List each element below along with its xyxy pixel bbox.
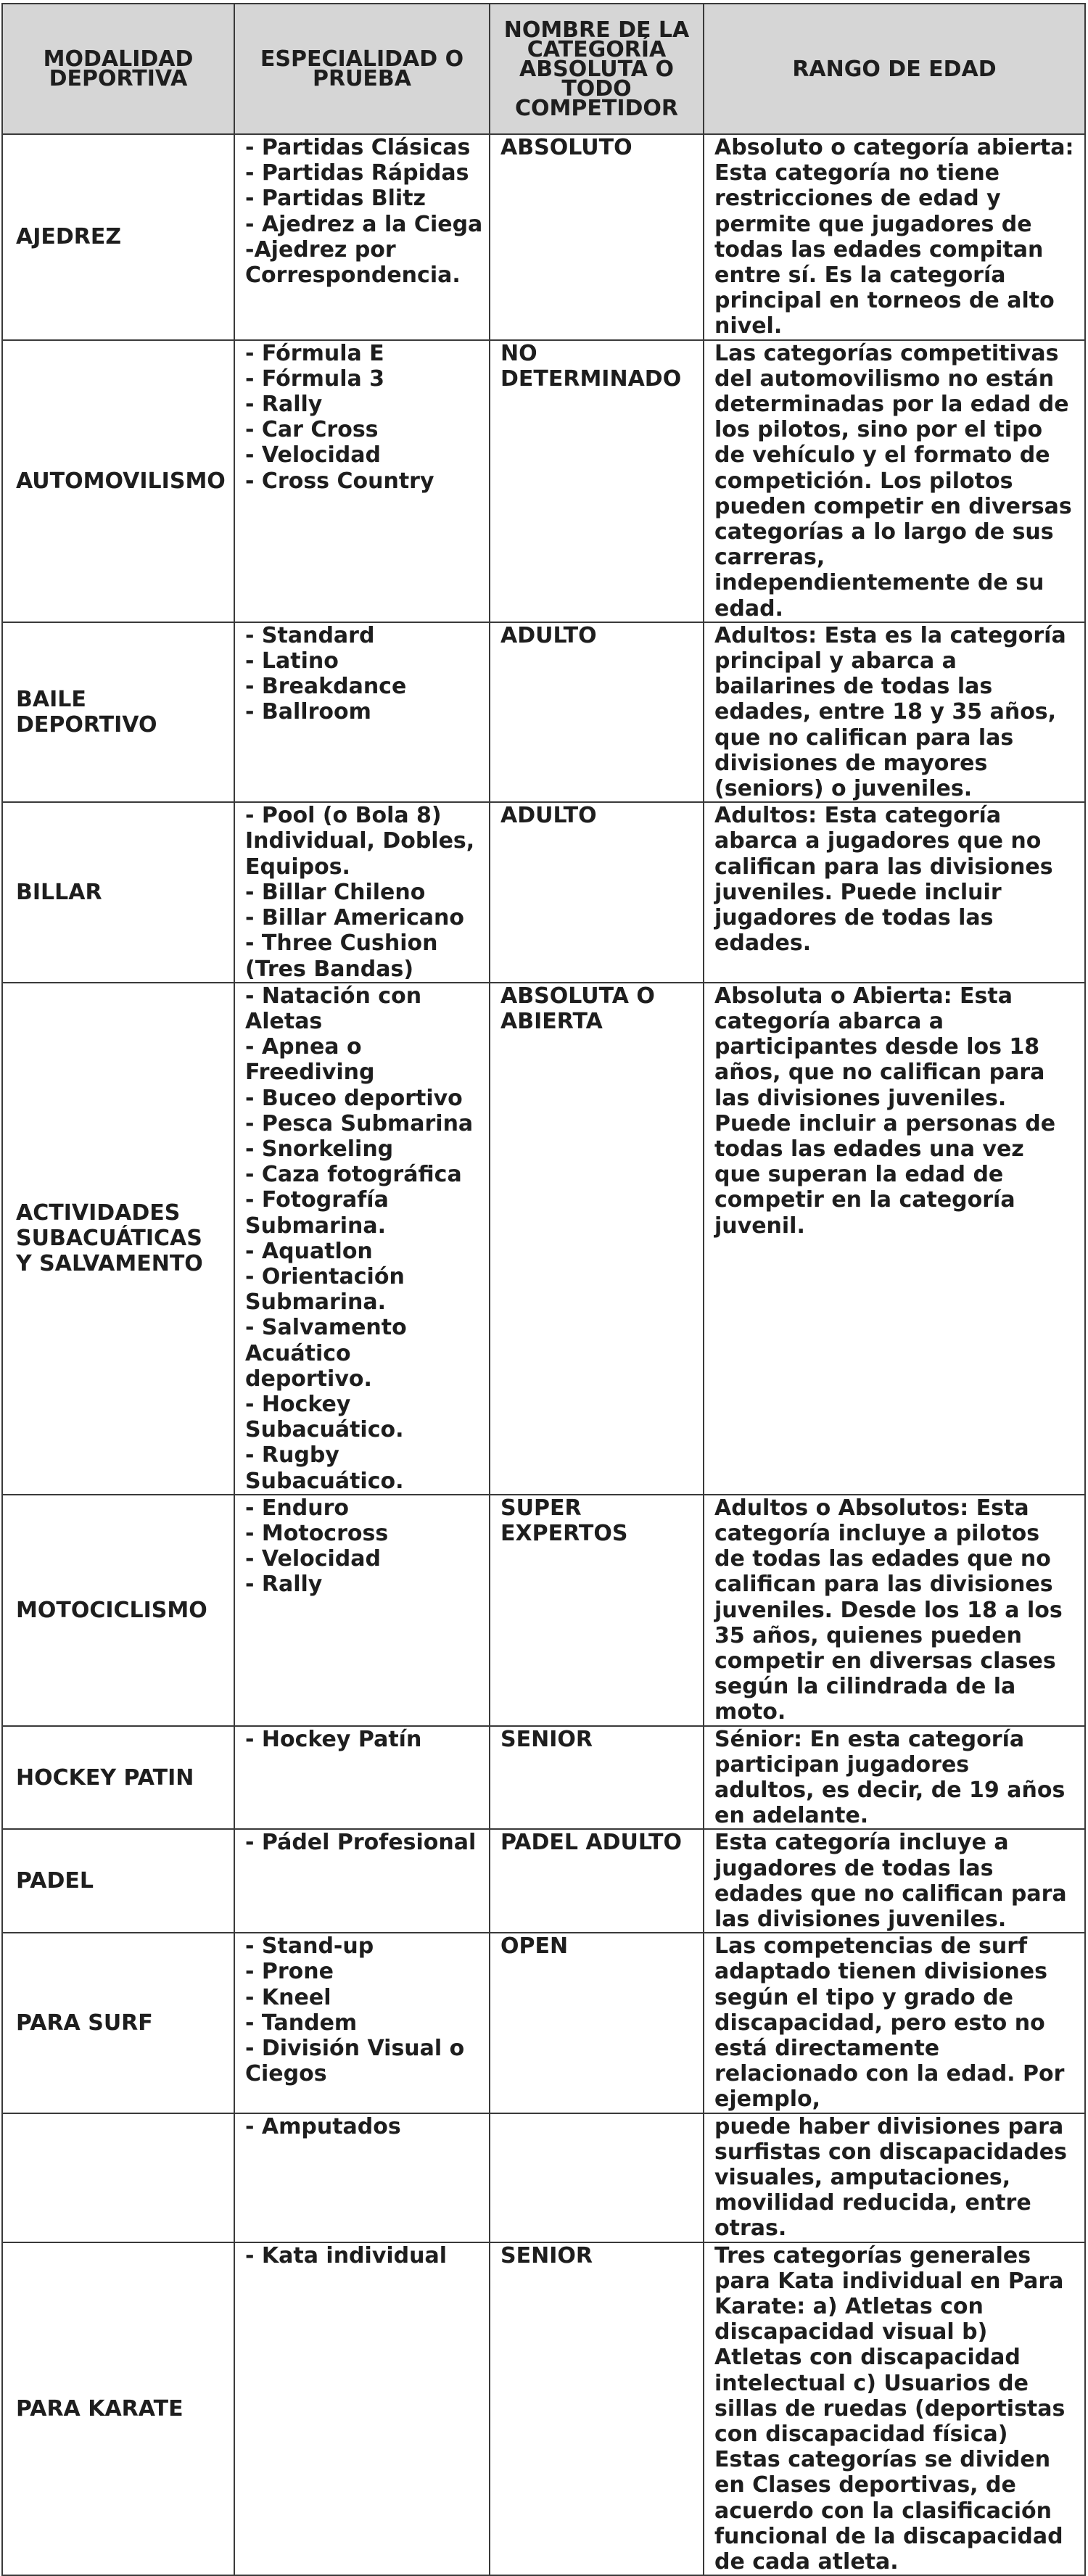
especialidad-item: - Rugby Subacuático.: [245, 1442, 404, 1494]
rango-cell: puede haber divisiones para surfistas con discapacidades visuales, amputaciones, movilidad reducida, entre otras.: [704, 2113, 1085, 2242]
especialidad-item: - Standard: [245, 622, 375, 648]
especialidad-item: - Breakdance: [245, 674, 407, 700]
modalidad-cell: [2, 2113, 234, 2242]
especialidad-cell: [234, 134, 490, 340]
rango-cell: Absoluta o Abierta: Esta categoría abarca a participantes desde los 18 años, que no califican para las divisiones juveniles. Puede incluir a personas de todas las edades una vez que superan la edad de competir en la categoría juvenil.: [704, 983, 1085, 1495]
especialidad-cell: [234, 2242, 490, 2576]
rango-cell: Las competencias de surf adaptado tienen divisiones según el tipo y grado de discapacidad, pero esto no está directamente relacionado con la edad. Por ejemplo,: [704, 1933, 1085, 2113]
especialidad-item: - Prone: [245, 1959, 334, 1985]
header-rango: RANGO DE EDAD: [704, 4, 1085, 134]
especialidad-item: - Latino: [245, 648, 339, 674]
especialidad-cell: [234, 1726, 490, 1830]
table-row: [2, 1933, 1085, 2113]
rango-cell: Absoluto o categoría abierta: Esta categoría no tiene restricciones de edad y permite que jugadores de todas las edades compitan entre sí. Es la categoría principal en torneos de alto nivel.: [704, 134, 1085, 340]
modalidad-cell: MOTOCICLISMO: [2, 1495, 234, 1726]
especialidad-item: - Velocidad: [245, 1546, 381, 1572]
especialidad-item: - Caza fotográfica: [245, 1162, 462, 1188]
especialidad-item: - Aquatlon: [245, 1238, 373, 1264]
modalidad-cell: PADEL: [2, 1829, 234, 1933]
especialidad-item: - Apnea o Freediving: [245, 1034, 375, 1086]
table-row: [2, 134, 1085, 340]
rango-cell: Tres categorías generales para Kata individual en Para Karate: a) Atletas con discapacidad visual b) Atletas con discapacidad intelectual c) Usuarios de sillas de ruedas (deportistas con discapacidad física) Estas categorías se dividen en Clases deportivas, de acuerdo con la clasificación funcional de la discapacidad de cada atleta.: [704, 2242, 1085, 2576]
categoria-cell: NO DETERMINADO: [490, 340, 704, 622]
especialidad-item: - Partidas Clásicas: [245, 135, 471, 160]
especialidad-cell: [234, 340, 490, 622]
especialidad-item: - Three Cushion (Tres Bandas): [245, 930, 438, 982]
especialidad-item: - Fotografía Submarina.: [245, 1187, 389, 1239]
modalidad-cell: ACTIVIDADES SUBACUÁTICAS Y SALVAMENTO: [2, 983, 234, 1495]
especialidad-item: - Tandem: [245, 2010, 358, 2036]
categoria-cell: SENIOR: [490, 2242, 704, 2576]
modalidad-cell: AUTOMOVILISMO: [2, 340, 234, 622]
especialidad-item: - Kneel: [245, 1984, 331, 2010]
especialidad-item: - Stand-up: [245, 1933, 374, 1960]
especialidad-item: - División Visual o Ciegos: [245, 2036, 465, 2087]
especialidad-item: - Enduro: [245, 1495, 349, 1521]
categoria-cell: SENIOR: [490, 1726, 704, 1830]
categoria-cell: [490, 2113, 704, 2242]
categoria-cell: ABSOLUTA O ABIERTA: [490, 983, 704, 1495]
table-row: [2, 1495, 1085, 1726]
modalidad-cell: HOCKEY PATIN: [2, 1726, 234, 1830]
table-row: [2, 1726, 1085, 1830]
table-row: [2, 622, 1085, 802]
especialidad-item: - Pesca Submarina: [245, 1110, 474, 1136]
header-categoria: NOMBRE DE LA CATEGORÍA ABSOLUTA O TODO COMPETIDOR: [490, 4, 704, 134]
categoria-cell: ABSOLUTO: [490, 134, 704, 340]
header-especialidad: ESPECIALIDAD O PRUEBA: [234, 4, 490, 134]
especialidad-item: - Rally: [245, 392, 323, 418]
rango-cell: Sénior: En esta categoría participan jugadores adultos, es decir, de 19 años en adelante.: [704, 1726, 1085, 1830]
especialidad-item: - Pool (o Bola 8) Individual, Dobles, Equipos.: [245, 803, 475, 880]
especialidad-item: - Partidas Blitz: [245, 186, 426, 212]
table-header-row: [2, 4, 1085, 134]
especialidad-cell: [234, 2113, 490, 2242]
modalidad-cell: PARA KARATE: [2, 2242, 234, 2576]
especialidad-item: - Partidas Rápidas: [245, 160, 469, 186]
especialidad-item: - Car Cross: [245, 417, 379, 443]
especialidad-item: - Motocross: [245, 1520, 389, 1546]
especialidad-item: - Billar Americano: [245, 905, 464, 931]
table-row: [2, 2242, 1085, 2576]
especialidad-cell: [234, 1933, 490, 2113]
modalidad-cell: BILLAR: [2, 802, 234, 982]
especialidad-item: - Hockey Patín: [245, 1726, 422, 1752]
especialidad-item: - Ballroom: [245, 699, 371, 725]
especialidad-item: - Cross Country: [245, 468, 434, 494]
rango-cell: Adultos: Esta categoría abarca a jugadores que no califican para las divisiones juveniles. Puede incluir jugadores de todas las edades.: [704, 802, 1085, 982]
categoria-cell: ADULTO: [490, 802, 704, 982]
especialidad-item: - Orientación Submarina.: [245, 1263, 405, 1316]
especialidad-item: - Billar Chileno: [245, 879, 426, 905]
especialidad-item: - Natación con Aletas: [245, 983, 422, 1034]
table-row: [2, 802, 1085, 982]
especialidad-cell: [234, 983, 490, 1495]
modalidad-cell: BAILE DEPORTIVO: [2, 622, 234, 802]
modalidad-cell: PARA SURF: [2, 1933, 234, 2113]
table-row: [2, 983, 1085, 1495]
rango-cell: Adultos o Absolutos: Esta categoría incluye a pilotos de todas las edades que no califican para las divisiones juveniles. Desde los 18 a los 35 años, quienes pueden competir en diversas clases según la cilindrada de la moto.: [704, 1495, 1085, 1726]
categoria-cell: ADULTO: [490, 622, 704, 802]
sports-categories-table: [1, 3, 1086, 2576]
especialidad-item: - Velocidad: [245, 442, 381, 468]
especialidad-cell: [234, 802, 490, 982]
especialidad-item: - Fórmula E: [245, 340, 384, 366]
categoria-cell: SUPER EXPERTOS: [490, 1495, 704, 1726]
especialidad-cell: [234, 1495, 490, 1726]
header-modalidad: MODALIDAD DEPORTIVA: [2, 4, 234, 134]
especialidad-item: - Buceo deportivo: [245, 1085, 463, 1111]
table-row: [2, 1829, 1085, 1933]
especialidad-item: - Kata individual: [245, 2242, 448, 2269]
especialidad-item: - Fórmula 3: [245, 366, 385, 392]
especialidad-item: - Salvamento Acuático deportivo.: [245, 1315, 407, 1392]
table-row: [2, 2113, 1085, 2242]
especialidad-item: - Hockey Subacuático.: [245, 1391, 404, 1443]
especialidad-item: - Ajedrez a la Ciega: [245, 211, 483, 237]
especialidad-item: -Ajedrez por Correspondencia.: [245, 236, 461, 289]
rango-cell: Esta categoría incluye a jugadores de todas las edades que no califican para las divisiones juveniles.: [704, 1829, 1085, 1933]
rango-cell: Las categorías competitivas del automovilismo no están determinadas por la edad de los pilotos, sino por el tipo de vehículo y el formato de competición. Los pilotos pueden competir en diversas categorías a lo largo de sus carreras, independientemente de su edad.: [704, 340, 1085, 622]
modalidad-cell: AJEDREZ: [2, 134, 234, 340]
especialidad-cell: [234, 1829, 490, 1933]
rango-cell: Adultos: Esta es la categoría principal y abarca a bailarines de todas las edades, entre 18 y 35 años, que no califican para las divisiones de mayores (seniors) o juveniles.: [704, 622, 1085, 802]
especialidad-item: - Pádel Profesional: [245, 1830, 477, 1856]
categoria-cell: OPEN: [490, 1933, 704, 2113]
table-row: [2, 340, 1085, 622]
especialidad-item: - Snorkeling: [245, 1136, 394, 1162]
categoria-cell: PADEL ADULTO: [490, 1829, 704, 1933]
especialidad-cell: [234, 622, 490, 802]
especialidad-item: - Amputados: [245, 2113, 401, 2139]
especialidad-item: - Rally: [245, 1572, 323, 1598]
